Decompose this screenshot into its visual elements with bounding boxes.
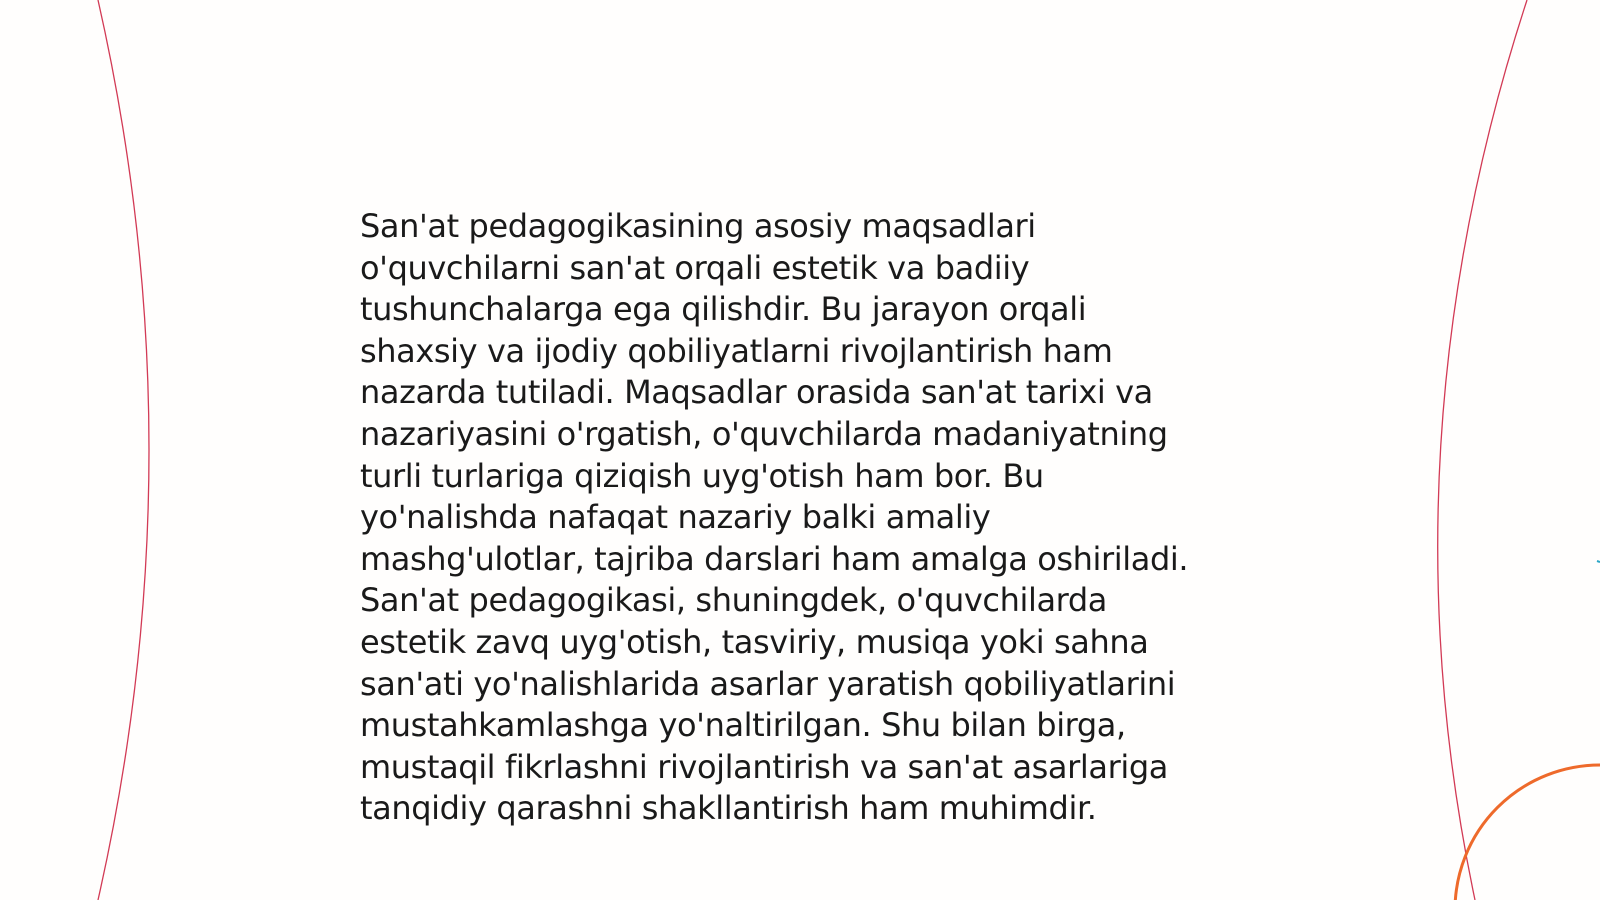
right-curve-line xyxy=(1438,0,1527,900)
left-curve-line xyxy=(98,0,149,900)
orange-arc xyxy=(1455,765,1600,900)
body-paragraph: San'at pedagogikasining asosiy maqsadlari o'quvchilarni san'at orqali estetik va badiiy tushunchalarga ega qilishdir. Bu jarayon orqali shaxsiy va ijodiy qobiliyatlarni rivojlantirish ham nazarda tutiladi. Maqsadlar orasida san'at tarixi va nazariyasini o'rgatish, o'quvchilarda madaniyatning turli turlariga qiziqish uyg'otish ham bor. Bu yo'nalishda nafaqat nazariy balki amaliy mashg'ulotlar, tajriba darslari ham amalga oshiriladi. San'at pedagogikasi, shuningdek, o'quvchilarda estetik zavq uyg'otish, tasviriy, musiqa yoki sahna san'ati yo'nalishlarida asarlar yaratish qobiliyatlarini mustahkamlashga yo'naltirilgan. Shu bilan birga, mustaqil fikrlashni rivojlantirish va san'at asarlariga tanqidiy qarashni shakllantirish ham muhimdir. xyxy=(360,207,1189,828)
